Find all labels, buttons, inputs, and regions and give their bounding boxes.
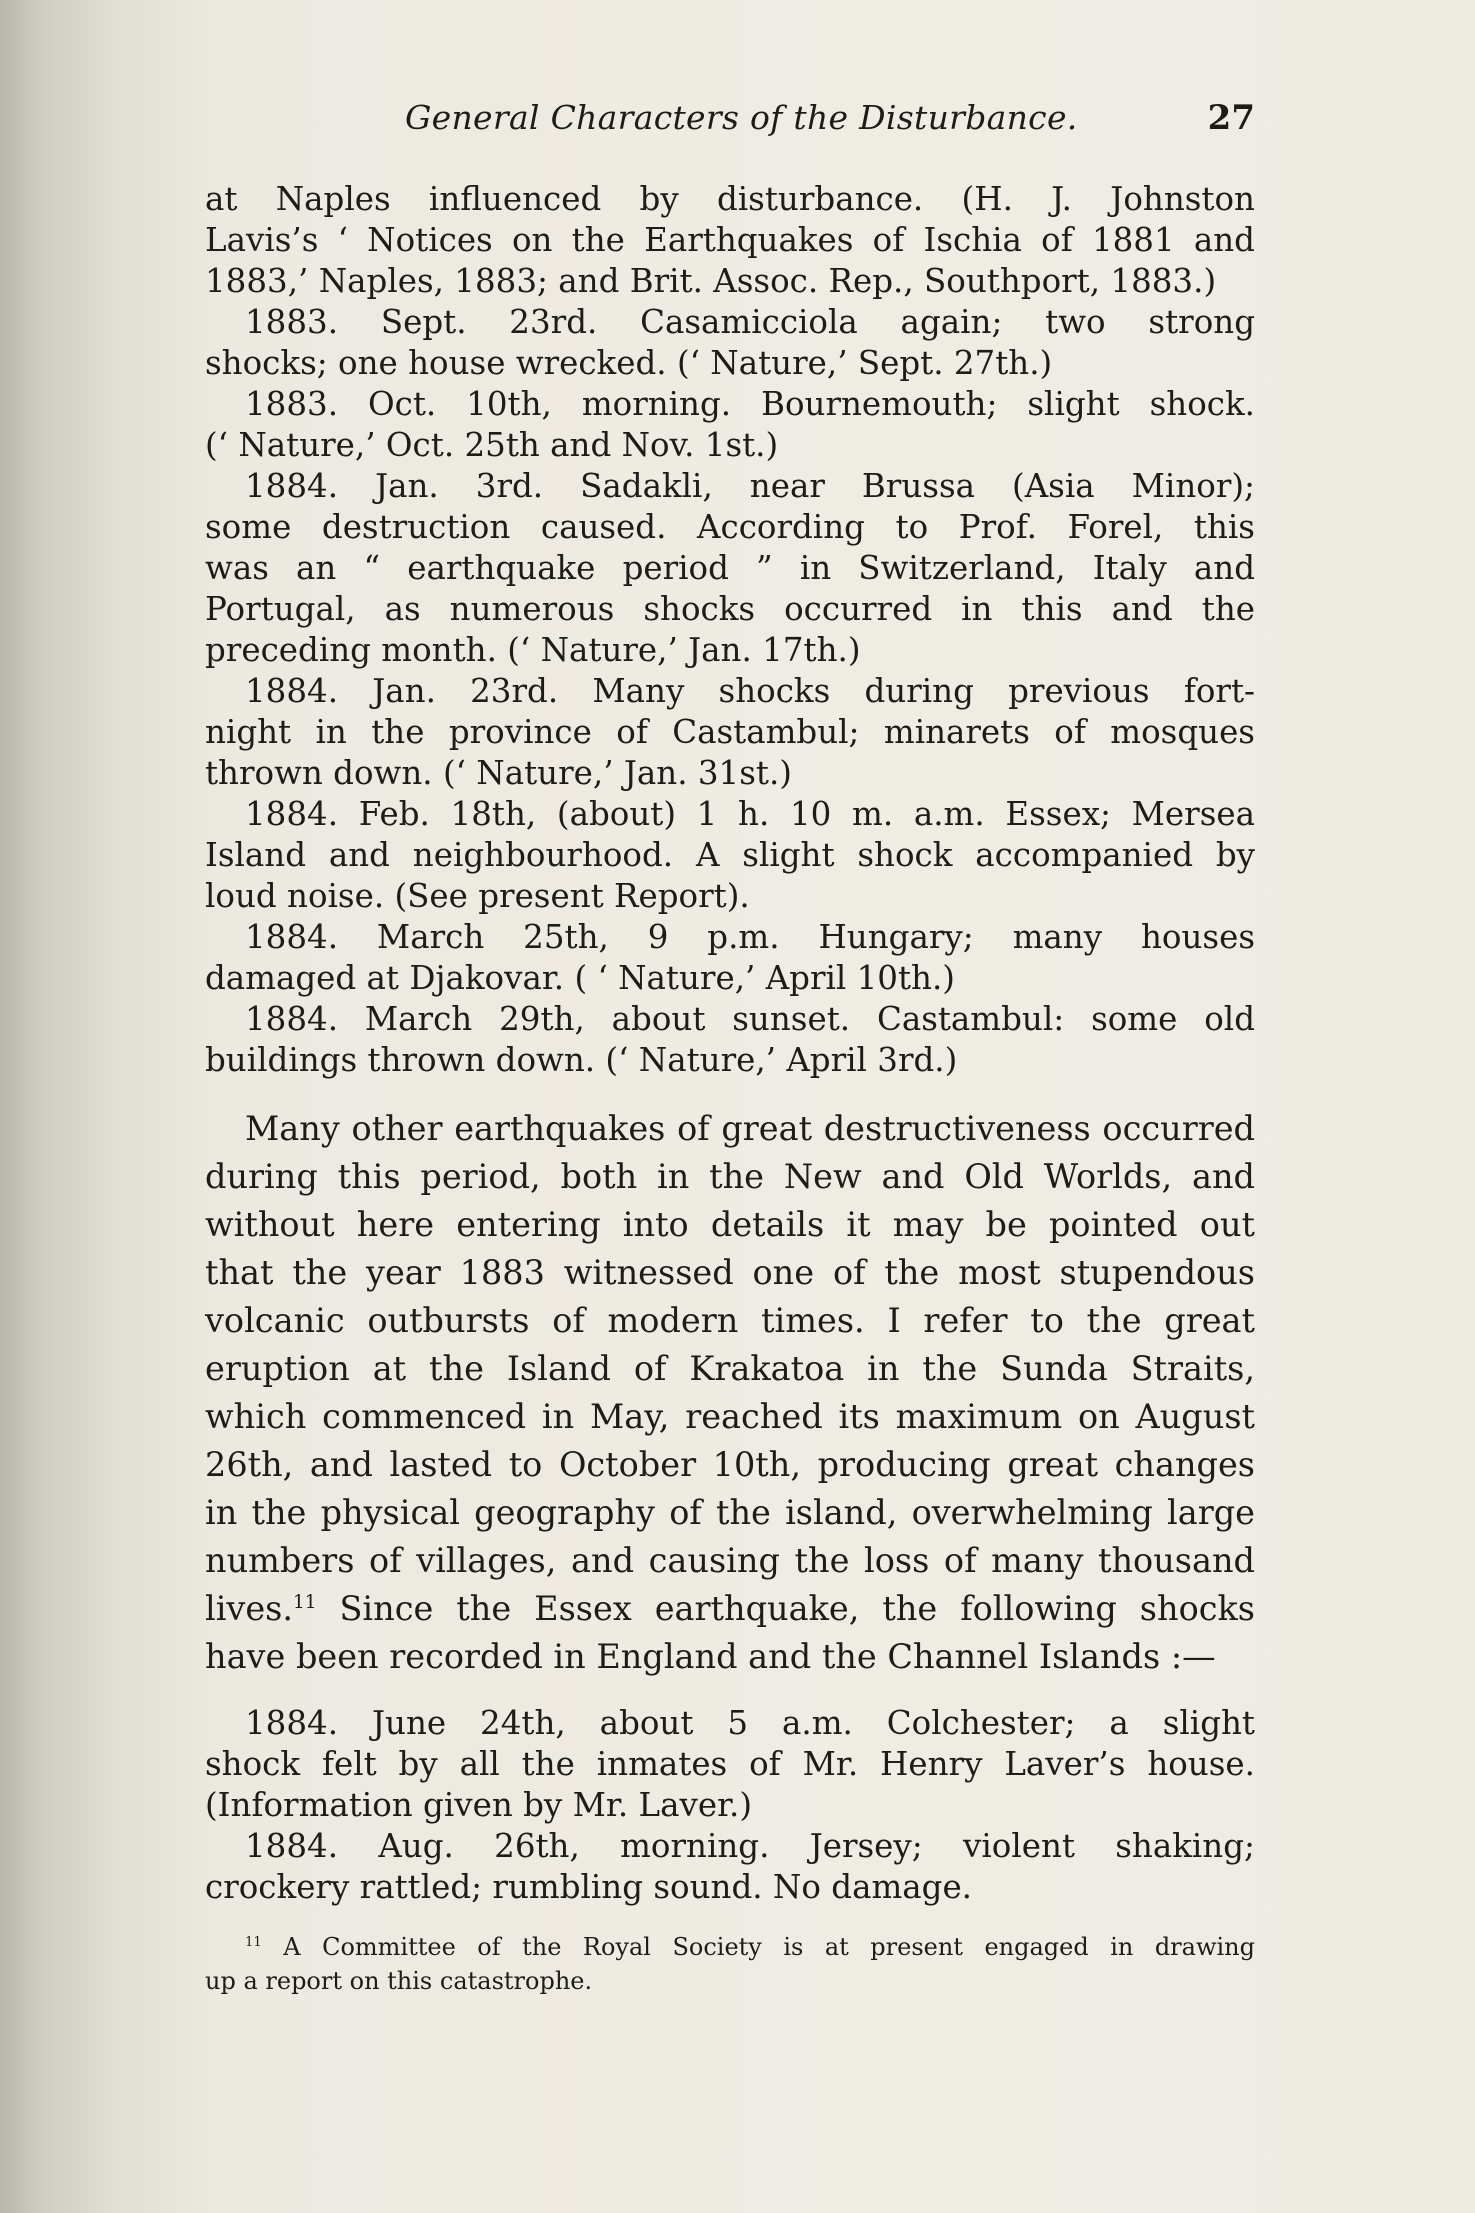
body-text [205, 179, 1255, 1998]
text-line: that the year 1883 witnessed one of the most stupendous [205, 1253, 1255, 1292]
text-line: numbers of villages, and causing the loss of many thousand [205, 1541, 1255, 1580]
text-line: 1884. March 25th, 9 p.m. Hungary; many houses [245, 918, 1255, 956]
text-line: (‘ Nature,’ Oct. 25th and Nov. 1st.) [205, 426, 779, 464]
running-title: General Characters of the Disturbance. [405, 98, 1078, 137]
text-line: shocks; one house wrecked. (‘ Nature,’ Sept. 27th.) [205, 344, 1053, 382]
text-fragment: Since the Essex earthquake, the following shocks [316, 1589, 1255, 1628]
page-header [205, 98, 1255, 150]
text-line: was an “ earthquake period ” in Switzerland, Italy and [205, 549, 1255, 587]
footnote-text: A Committee of the Royal Society is at present engaged in drawing [261, 1933, 1255, 1961]
text-line: volcanic outbursts of modern times. I refer to the great [205, 1301, 1255, 1340]
essay-paragraph [205, 1105, 1255, 1681]
text-line: Lavis’s ‘ Notices on the Earthquakes of Ischia of 1881 and [205, 221, 1255, 259]
page-number: 27 [1207, 98, 1255, 138]
text-line: thrown down. (‘ Nature,’ Jan. 31st.) [205, 754, 792, 792]
text-line: preceding month. (‘ Nature,’ Jan. 17th.) [205, 631, 861, 669]
text-line: 1883. Oct. 10th, morning. Bournemouth; slight shock. [245, 385, 1255, 423]
footnote-line [205, 1930, 1255, 1964]
text-line: during this period, both in the New and Old Worlds, and [205, 1157, 1255, 1196]
text-line: (Information given by Mr. Laver.) [205, 1786, 753, 1824]
text-line: Portugal, as numerous shocks occurred in this and the [205, 590, 1255, 628]
text-line: buildings thrown down. (‘ Nature,’ April 3rd.) [205, 1041, 958, 1079]
footnote-marker: 11 [245, 1935, 262, 1950]
text-line: eruption at the Island of Krakatoa in the Sunda Straits, [205, 1349, 1255, 1388]
text-line: 1883,’ Naples, 1883; and Brit. Assoc. Rep., Southport, 1883.) [205, 262, 1217, 300]
text-line: Island and neighbourhood. A slight shock accompanied by [205, 836, 1255, 874]
footnote [205, 1930, 1255, 1998]
text-line: 1883. Sept. 23rd. Casamicciola again; two strong [245, 303, 1255, 341]
text-line: 1884. Aug. 26th, morning. Jersey; violent shaking; [245, 1827, 1255, 1865]
text-line: 1884. Jan. 23rd. Many shocks during previous fort- [245, 672, 1255, 710]
text-line: shock felt by all the inmates of Mr. Henry Laver’s house. [205, 1745, 1255, 1783]
text-line: loud noise. (See present Report). [205, 877, 750, 915]
footnote-reference[interactable]: 11 [293, 1591, 317, 1613]
england-entries [205, 1703, 1255, 1908]
text-line: 26th, and lasted to October 10th, producing great changes [205, 1445, 1255, 1484]
text-fragment: lives. [205, 1589, 294, 1628]
text-line: at Naples influenced by disturbance. (H. J. Johnston [205, 180, 1255, 218]
footnote-line: up a report on this catastrophe. [205, 1967, 593, 1995]
chronology-entries [205, 179, 1255, 1081]
text-line: 1884. March 29th, about sunset. Castambul: some old [245, 1000, 1255, 1038]
text-line: some destruction caused. According to Prof. Forel, this [205, 508, 1255, 546]
text-line: night in the province of Castambul; minarets of mosques [205, 713, 1255, 751]
text-line: damaged at Djakovar. ( ‘ Nature,’ April 10th.) [205, 959, 955, 997]
text-line: 1884. Feb. 18th, (about) 1 h. 10 m. a.m. Essex; Mersea [245, 795, 1255, 833]
text-line: 1884. Jan. 3rd. Sadakli, near Brussa (Asia Minor); [245, 467, 1255, 505]
text-line: have been recorded in England and the Channel Islands :— [205, 1637, 1216, 1676]
text-line: without here entering into details it may be pointed out [205, 1205, 1255, 1244]
text-line: Many other earthquakes of great destructiveness occurred [245, 1109, 1255, 1148]
text-line: in the physical geography of the island, overwhelming large [205, 1493, 1255, 1532]
text-line: which commenced in May, reached its maximum on August [205, 1397, 1255, 1436]
text-line: 1884. June 24th, about 5 a.m. Colchester; a slight [245, 1704, 1255, 1742]
text-line-with-footnote [205, 1585, 1255, 1633]
text-line: crockery rattled; rumbling sound. No damage. [205, 1868, 973, 1906]
